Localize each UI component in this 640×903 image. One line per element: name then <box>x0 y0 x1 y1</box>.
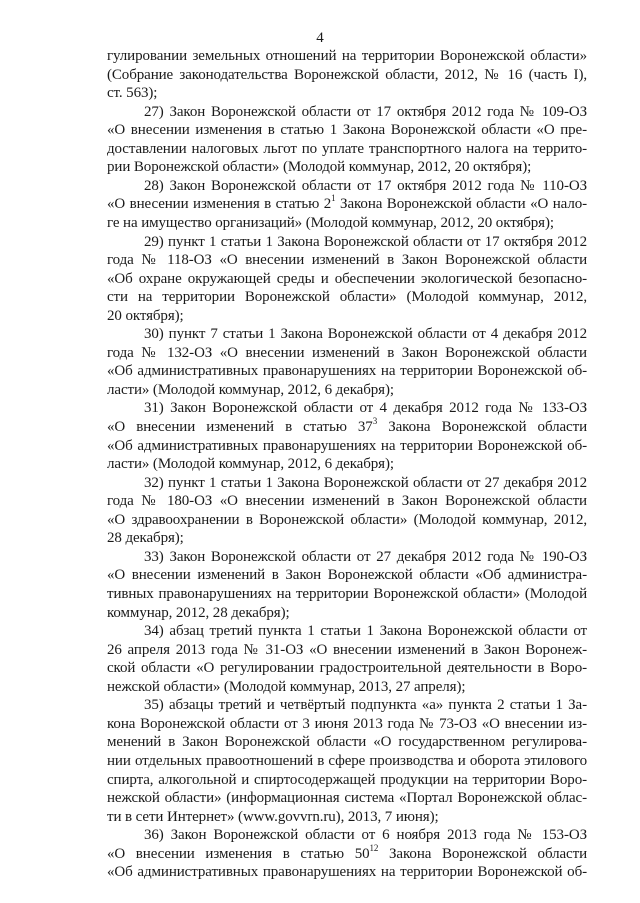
text-line-content: тивных правонарушениях на территории Воронежской области» (Молодой <box>107 586 587 602</box>
text-line <box>107 271 587 288</box>
text-line <box>144 234 587 251</box>
text-line <box>144 400 587 417</box>
text-line <box>144 326 587 343</box>
text-line-content: 32) пункт 1 статьи 1 Закона Воронежской области от 27 декабря 2012 <box>144 474 587 491</box>
text-line-content: (Собрание законодательства Воронежской области, 2012, № 16 (часть I), <box>107 66 587 83</box>
text-line <box>144 549 587 566</box>
text-line <box>107 345 587 362</box>
text-line-content: ласти» (Молодой коммунар, 2012, 6 декабря); <box>107 456 394 473</box>
text-line-content: доставлении налоговых льгот по уплате транспортного налога на террито- <box>107 140 587 157</box>
text-line <box>107 679 587 696</box>
text-line <box>107 864 587 881</box>
text-line-content: 35) абзацы третий и четвёртый подпункта «а» пункта 2 статьи 1 За- <box>144 697 587 714</box>
text-line <box>107 159 587 176</box>
text-line-content: «О внесении изменения в статью 50 <box>107 845 370 862</box>
text-line <box>107 716 587 733</box>
text-line <box>107 308 587 325</box>
text-line <box>144 827 587 844</box>
text-line-content: 28) Закон Воронежской области от 17 октября 2012 года № 110-ОЗ <box>144 177 587 194</box>
article-superscript: 3 <box>372 416 378 426</box>
text-line-content: кона Воронежской области от 3 июня 2013 года № 73-ОЗ «О внесении из- <box>107 715 587 732</box>
text-line-content: «О внесении изменения в статью 1 Закона Воронежской области «О пре- <box>107 122 587 139</box>
text-line-content: 36) Закон Воронежской области от 6 ноября 2013 года № 153-ОЗ <box>144 827 587 844</box>
text-line-content: ге на имущество организаций» (Молодой коммунар, 2012, 20 октября); <box>107 215 554 231</box>
text-line <box>107 416 587 436</box>
text-line-content: ст. 563); <box>107 85 158 102</box>
text-line-content: «Об охране окружающей среды и обеспечении экологической безопасно- <box>107 270 587 287</box>
text-line-content: 33) Закон Воронежской области от 27 декабря 2012 года № 190-ОЗ <box>144 548 587 565</box>
text-line <box>107 790 587 807</box>
text-line-continuation: Закона Воронежской области <box>377 419 587 435</box>
text-line-content: нии отдельных правоотношений в сфере производства и оборота этилового <box>107 752 587 769</box>
text-line <box>107 660 587 677</box>
text-line-content: ской области «О регулировании градостроительной деятельности в Воро- <box>107 660 587 677</box>
text-line <box>144 178 587 195</box>
text-line-content: 30) пункт 7 статьи 1 Закона Воронежской области от 4 декабря 2012 <box>144 326 587 343</box>
text-line-content: «О внесении изменения в статью 2 <box>107 196 332 213</box>
text-line <box>107 141 587 158</box>
text-line-content: 31) Закон Воронежской области от 4 декабря 2012 года № 133-ОЗ <box>144 400 587 417</box>
text-line-content: коммунар, 2012, 28 декабря); <box>107 604 290 621</box>
text-line <box>107 772 587 789</box>
text-line-content: менений в Закон Воронежской области «О государственном регулирова- <box>107 734 587 751</box>
text-line <box>107 530 587 547</box>
text-line <box>107 493 587 510</box>
text-line <box>107 193 587 213</box>
text-line-content: «О здравоохранении в Воронежской области» (Молодой коммунар, 2012, <box>107 511 587 528</box>
text-line-content: 28 декабря); <box>107 530 184 547</box>
text-line-content: рии Воронежской области» (Молодой коммунар, 2012, 20 октября); <box>107 159 532 176</box>
text-line-content: года № 132-ОЗ «О внесении изменений в Закон Воронежской области <box>107 344 587 361</box>
text-line <box>144 623 587 640</box>
text-line-content: «О внесении изменений в Закон Воронежской области «Об администра- <box>107 567 587 584</box>
text-line-content: 34) абзац третий пункта 1 статьи 1 Закона Воронежской области от <box>144 623 587 640</box>
text-line <box>107 642 587 659</box>
text-line-content: «Об административных правонарушениях на территории Воронежской об- <box>107 864 587 881</box>
text-line-content: спирта, алкогольной и спиртосодержащей продукции на территории Воро- <box>107 771 587 788</box>
text-line-continuation: Закона Воронежской области <box>378 845 587 862</box>
text-line <box>107 215 587 232</box>
text-line-content: года № 118-ОЗ «О внесении изменений в Закон Воронежской области <box>107 252 587 269</box>
text-line-content: «Об административных правонарушениях на территории Воронежской об- <box>107 437 587 454</box>
text-line <box>107 734 587 751</box>
text-line-content: года № 180-ОЗ «О внесении изменений в Закон Воронежской области <box>107 493 587 510</box>
text-line-content: 26 апреля 2013 года № 31-ОЗ «О внесении изменений в Закон Воронеж- <box>107 641 587 658</box>
text-line <box>107 842 587 863</box>
text-line <box>107 363 587 380</box>
text-line-content: нежской области» (Молодой коммунар, 2013, 27 апреля); <box>107 678 466 695</box>
text-line <box>144 697 587 714</box>
text-line-content: «О внесении изменений в статью 37 <box>107 419 373 435</box>
text-line <box>107 289 587 306</box>
text-line-content: сти на территории Воронежской области» (Молодой коммунар, 2012, <box>107 289 587 306</box>
text-line <box>107 586 587 603</box>
text-line <box>144 104 587 121</box>
text-line-content: нежской области» (информационная система «Портал Воронежской облас- <box>107 790 587 806</box>
text-line <box>107 67 587 84</box>
text-line <box>107 605 587 622</box>
text-line <box>107 753 587 770</box>
text-line <box>107 85 587 102</box>
text-line <box>107 438 587 455</box>
text-line <box>144 475 587 492</box>
text-line <box>107 382 587 399</box>
text-line <box>107 48 587 65</box>
text-line <box>107 252 587 269</box>
page-number: 4 <box>316 30 324 46</box>
text-line <box>107 512 587 529</box>
text-line <box>107 456 587 473</box>
text-line-content: гулировании земельных отношений на территории Воронежской области» <box>107 48 587 64</box>
text-line <box>107 567 587 584</box>
text-line-continuation: Закона Воронежской области «О нало- <box>335 196 587 213</box>
text-line-content: «Об административных правонарушениях на территории Воронежской об- <box>107 363 587 380</box>
text-line-content: 29) пункт 1 статьи 1 Закона Воронежской области от 17 октября 2012 <box>144 233 587 250</box>
text-line <box>107 122 587 139</box>
text-line-content: ласти» (Молодой коммунар, 2012, 6 декабря); <box>107 381 394 398</box>
article-superscript: 1 <box>331 193 336 204</box>
article-superscript: 12 <box>369 842 379 853</box>
text-line-content: ти в сети Интернет» (www.govvrn.ru), 2013, 7 июня); <box>107 808 439 825</box>
text-line-content: 20 октября); <box>107 307 184 324</box>
text-line-content: 27) Закон Воронежской области от 17 октября 2012 года № 109-ОЗ <box>144 103 587 120</box>
text-line <box>107 809 587 826</box>
